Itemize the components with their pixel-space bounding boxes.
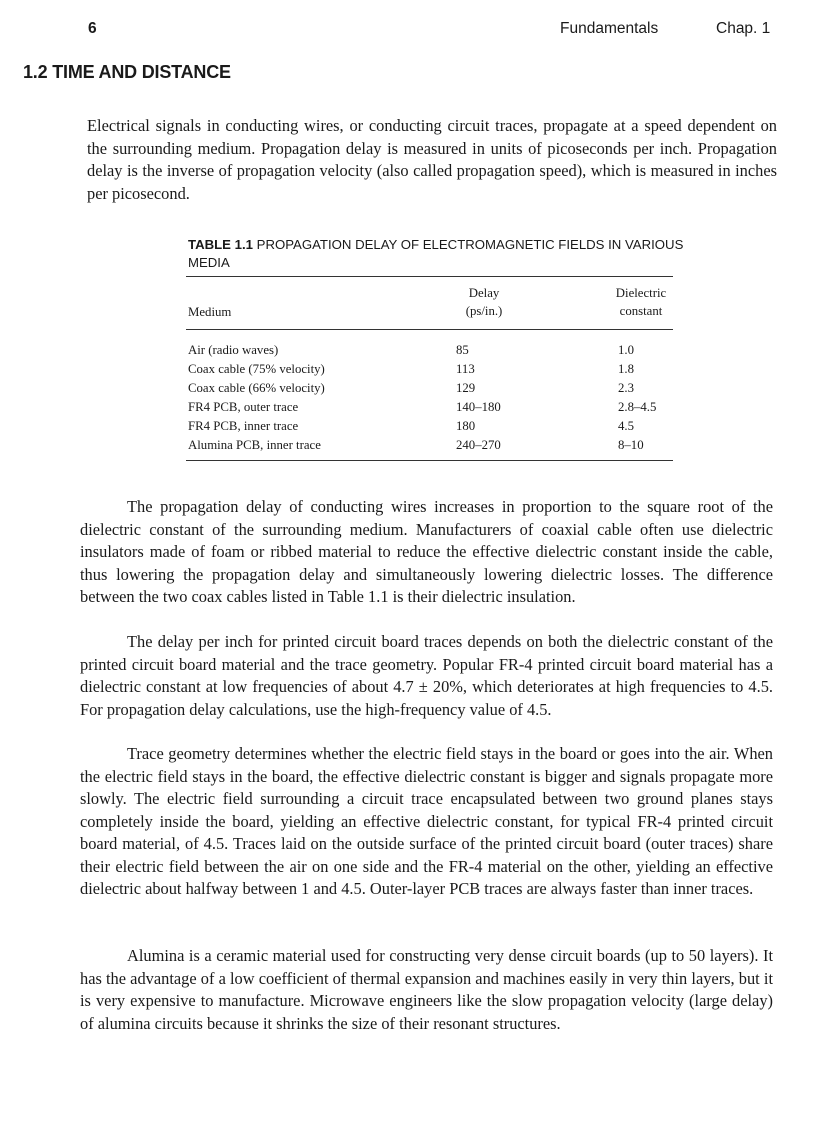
cell-dielectric: 8–10 <box>618 438 644 452</box>
cell-dielectric: 2.8–4.5 <box>618 400 657 414</box>
cell-delay: 140–180 <box>456 400 501 414</box>
table-row <box>186 360 673 379</box>
body-paragraph: The propagation delay of conducting wires increases in proportion to the square root of the dielectric constant of the surrounding medium. Manufacturers of coaxial cable often use dielectric insulators made of foam or ribbed material to reduce the effective dielectric constant inside the cable, thus lowering the propagation delay and simultaneously lowering dielectric losses. The difference between the two coax cables listed in Table 1.1 is their dielectric insulation. <box>80 497 773 606</box>
running-head <box>0 20 816 42</box>
table-top-rule <box>186 276 673 277</box>
table-row <box>186 341 673 360</box>
section-heading: 1.2 TIME AND DISTANCE <box>23 62 231 82</box>
column-header-delay-line2: (ps/in.) <box>465 303 503 318</box>
column-header-medium: Medium <box>188 305 232 319</box>
table-bottom-rule <box>186 460 673 461</box>
body-paragraph: Trace geometry determines whether the electric field stays in the board or goes into the air. When the electric field stays in the board, the effective dielectric constant is bigger and signals propagate more slowly. The electric field surrounding a circuit trace encapsulated between two ground planes stays completely inside the board, yielding an effective dielectric constant, for typical FR-4 printed circuit board material, of 4.5. Traces laid on the outside surface of the printed circuit board (outer traces) share their electric field between the air on one side and the FR-4 material on the other, yielding an effective dielectric about halfway between 1 and 4.5. Outer-layer PCB traces are always faster than inner traces. <box>80 744 773 898</box>
cell-delay: 180 <box>456 419 476 433</box>
table-caption-text: PROPAGATION DELAY OF ELECTROMAGNETIC FIELDS IN VARIOUS MEDIA <box>188 237 684 270</box>
table-header-rule <box>186 329 673 330</box>
chapter-name: Fundamentals <box>560 20 659 37</box>
cell-medium: Alumina PCB, inner trace <box>188 438 321 452</box>
body-paragraph: The delay per inch for printed circuit board traces depends on both the dielectric constant of the printed circuit board material and the trace geometry. Popular FR-4 printed circuit board material has a dielectric constant at low frequencies of about 4.7 ± 20%, which deteriorates at high frequencies to 4.5. For propagation delay calculations, use the high-frequency value of 4.5. <box>80 632 773 719</box>
cell-delay: 113 <box>456 362 475 376</box>
column-header-delay <box>450 285 518 320</box>
cell-dielectric: 1.8 <box>618 362 634 376</box>
page-number: 6 <box>88 20 97 37</box>
cell-medium: Air (radio waves) <box>188 343 279 357</box>
column-header-dielectric-line2: constant <box>619 303 663 318</box>
cell-medium: FR4 PCB, inner trace <box>188 419 299 433</box>
table-row <box>186 436 673 455</box>
cell-dielectric: 4.5 <box>618 419 634 433</box>
cell-medium: Coax cable (66% velocity) <box>188 381 325 395</box>
cell-delay: 85 <box>456 343 469 357</box>
cell-delay: 129 <box>456 381 476 395</box>
column-header-dielectric <box>606 285 676 320</box>
table-caption-label: TABLE 1.1 <box>188 237 253 252</box>
cell-medium: FR4 PCB, outer trace <box>188 400 299 414</box>
table-row <box>186 417 673 436</box>
cell-dielectric: 2.3 <box>618 381 634 395</box>
table-row <box>186 379 673 398</box>
column-header-delay-line1: Delay <box>468 286 500 300</box>
chapter-number: Chap. 1 <box>716 20 771 37</box>
cell-delay: 240–270 <box>456 438 501 452</box>
table-body <box>186 341 673 455</box>
body-paragraph: Alumina is a ceramic material used for constructing very dense circuit boards (up to 50 layers). It has the advantage of a low coefficient of thermal expansion and machines easily in very thin layers, but it is very expensive to manufacture. Microwave engineers like the slow propagation velocity (large delay) of alumina circuits because it shrinks the size of their resonant structures. <box>80 946 773 1033</box>
table-row <box>186 398 673 417</box>
cell-dielectric: 1.0 <box>618 343 634 357</box>
table-caption <box>188 236 688 271</box>
intro-paragraph: Electrical signals in conducting wires, or conducting circuit traces, propagate at a speed dependent on the surrounding medium. Propagation delay is measured in units of picoseconds per inch. Propagation delay is the inverse of propagation velocity (also called propagation speed), which is measured in inches per picosecond. <box>87 116 777 203</box>
column-header-dielectric-line1: Dielectric <box>615 286 667 300</box>
cell-medium: Coax cable (75% velocity) <box>188 362 325 376</box>
